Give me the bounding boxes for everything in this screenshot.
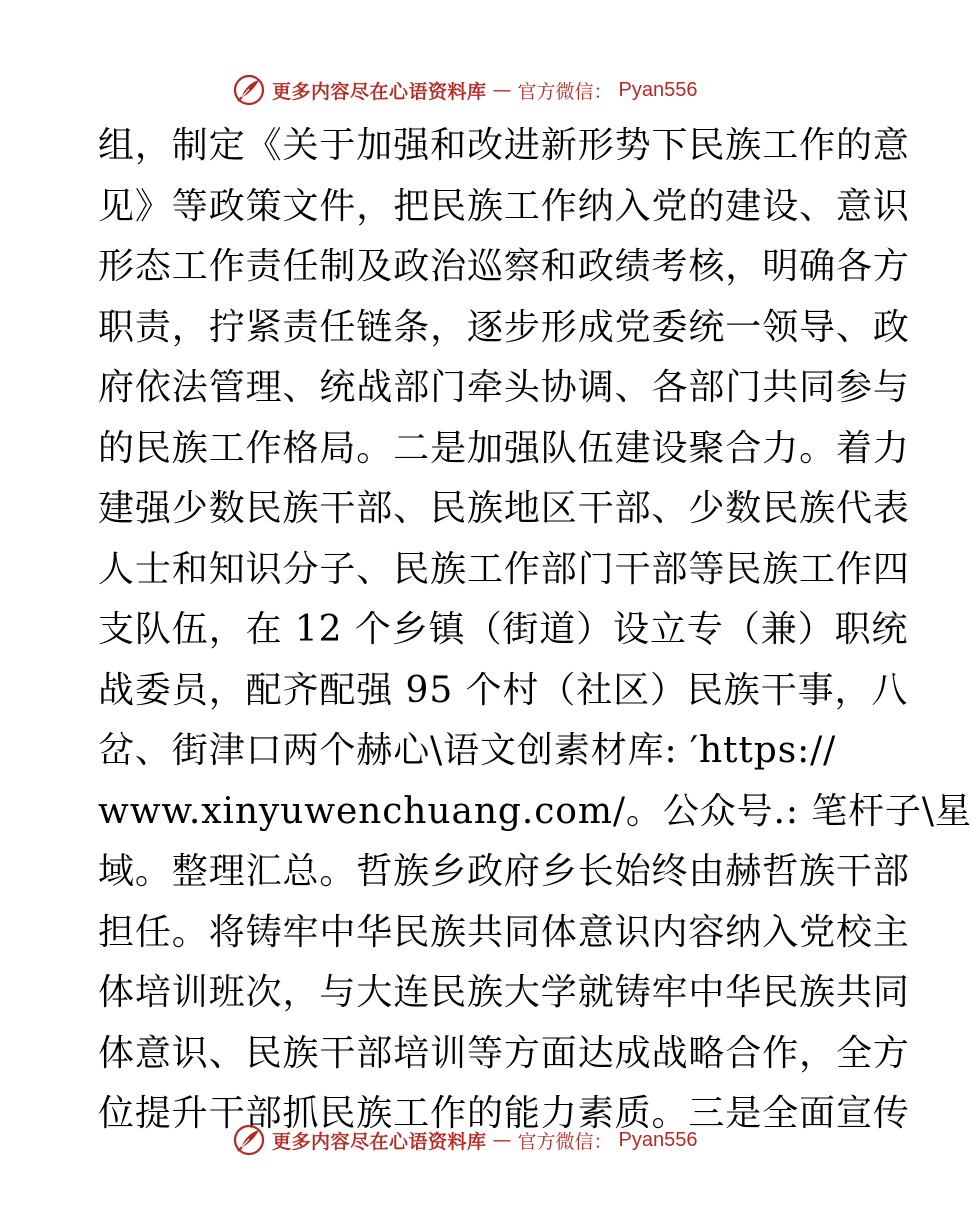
header-official-label: 官方微信： bbox=[517, 80, 613, 103]
body-line: 府依法管理、统战部门牵头协调、各部门共同参与 bbox=[98, 367, 910, 408]
body-line: 人士和知识分子、民族工作部门干部等民族工作四 bbox=[98, 548, 910, 590]
body-line: 建强少数民族干部、民族地区干部、少数民族代表 bbox=[98, 488, 910, 529]
document-body bbox=[98, 116, 972, 1145]
body-line: 支队伍，在 12 个乡镇（街道）设立专（兼）职统 bbox=[98, 609, 909, 650]
header-brand-text: 更多内容尽在心语资料库 bbox=[272, 80, 487, 103]
footer-dash: — bbox=[492, 1129, 512, 1151]
body-line: www.xinyuwenchuang.com/。公众号.: 笔杆子\星 bbox=[98, 790, 972, 832]
header-wechat-id: Pyan556 bbox=[618, 78, 698, 101]
body-line: 体培训班次，与大连民族大学就铸牢中华民族共同 bbox=[98, 972, 910, 1013]
body-line: 组，制定《关于加强和改进新形势下民族工作的意 bbox=[98, 125, 910, 166]
feather-pen-logo-icon bbox=[232, 73, 266, 107]
body-line: 体意识、民族干部培训等方面达成战略合作，全方 bbox=[98, 1032, 910, 1074]
body-line: 域。整理汇总。哲族乡政府乡长始终由赫哲族干部 bbox=[98, 851, 910, 892]
footer-official-label: 官方微信： bbox=[517, 1130, 613, 1153]
footer-brand-text: 更多内容尽在心语资料库 bbox=[272, 1130, 487, 1153]
header-dash: — bbox=[492, 79, 512, 101]
body-line: 岔、街津口两个赫心\语文创素材库: ′https:// bbox=[98, 730, 837, 771]
footer-wechat-id: Pyan556 bbox=[618, 1128, 698, 1151]
feather-pen-logo-icon bbox=[232, 1123, 266, 1157]
body-line: 见》等政策文件，把民族工作纳入党的建设、意识 bbox=[98, 185, 910, 227]
body-line: 职责，拧紧责任链条，逐步形成党委统一领导、政 bbox=[98, 306, 910, 348]
body-line: 担任。将铸牢中华民族共同体意识内容纳入党校主 bbox=[98, 911, 910, 953]
body-line: 位提升干部抓民族工作的能力素质。三是全面宣传 bbox=[98, 1093, 910, 1134]
header-watermark-banner bbox=[232, 72, 752, 108]
body-line: 形态工作责任制及政治巡察和政绩考核，明确各方 bbox=[98, 246, 910, 287]
body-line: 战委员，配齐配强 95 个村（社区）民族干事，八 bbox=[98, 669, 909, 711]
footer-watermark-banner bbox=[232, 1122, 752, 1158]
body-line: 的民族工作格局。二是加强队伍建设聚合力。着力 bbox=[98, 427, 910, 469]
